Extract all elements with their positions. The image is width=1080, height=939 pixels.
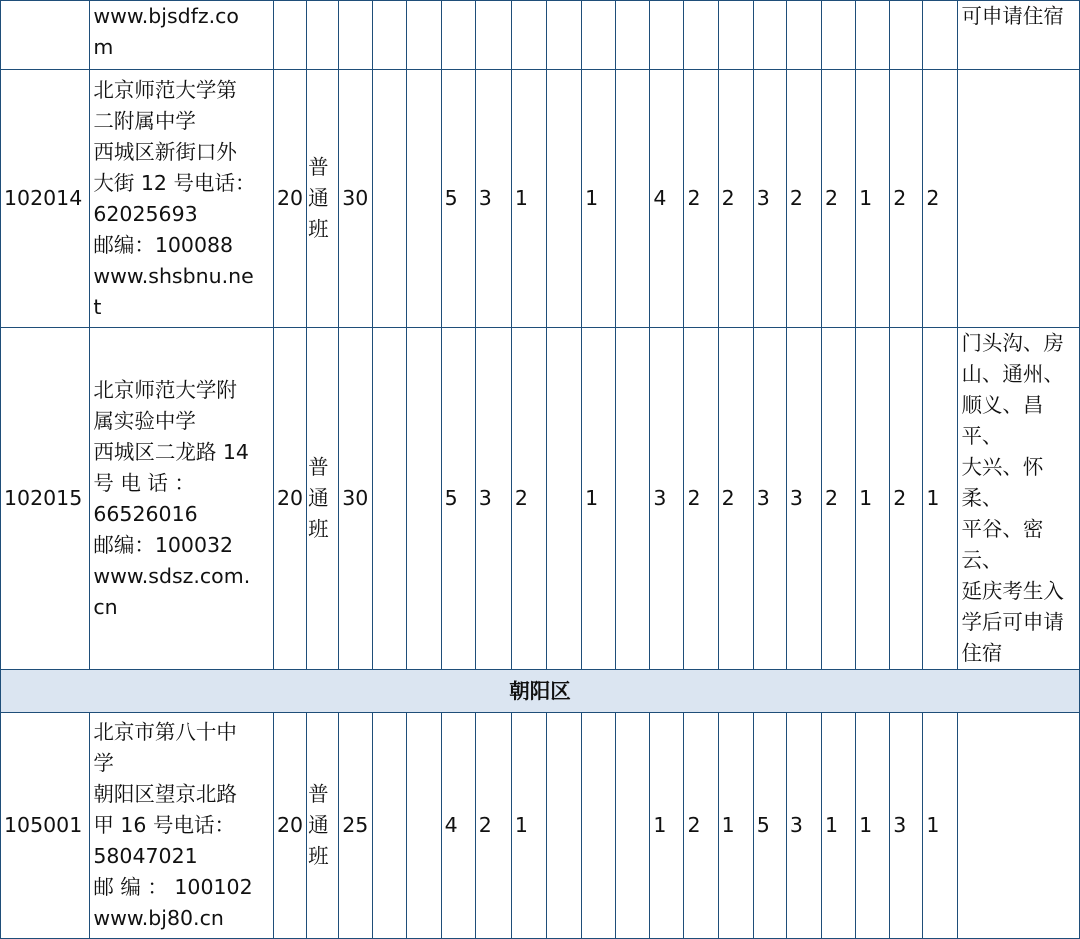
data-cell: 5 <box>753 713 786 939</box>
data-cell: 3 <box>753 70 786 328</box>
data-cell: 1 <box>582 328 616 670</box>
class-type-cell: 普 通 班 <box>307 328 339 670</box>
data-cell: 30 <box>339 328 373 670</box>
data-cell <box>407 713 441 939</box>
school-info-cell: www.bjsdfz.co m <box>90 1 274 70</box>
table-row <box>1 70 1080 328</box>
data-cell <box>373 70 407 328</box>
data-cell: 1 <box>582 70 616 328</box>
data-cell: 2 <box>890 70 923 328</box>
data-cell: 30 <box>339 70 373 328</box>
data-cell: 1 <box>821 713 855 939</box>
class-type-cell: 普 通 班 <box>307 70 339 328</box>
data-cell: 20 <box>274 713 307 939</box>
data-cell: 4 <box>441 713 475 939</box>
note-cell <box>958 70 1080 328</box>
data-cell <box>307 1 339 70</box>
data-cell: 2 <box>684 70 718 328</box>
data-cell <box>582 1 616 70</box>
data-cell: 1 <box>856 713 890 939</box>
school-code-cell: 105001 <box>1 713 90 939</box>
data-cell <box>546 713 581 939</box>
school-code-cell: 102014 <box>1 70 90 328</box>
data-cell: 1 <box>511 70 546 328</box>
data-cell <box>546 328 581 670</box>
data-cell <box>616 70 650 328</box>
data-cell <box>407 328 441 670</box>
school-code-cell <box>1 1 90 70</box>
data-cell <box>373 713 407 939</box>
data-cell <box>821 1 855 70</box>
data-cell: 2 <box>923 70 958 328</box>
data-cell: 3 <box>786 713 821 939</box>
data-cell <box>274 1 307 70</box>
class-type-cell: 普 通 班 <box>307 713 339 939</box>
data-cell: 1 <box>923 713 958 939</box>
school-info-cell: 北京师范大学附 属实验中学 西城区二龙路 14 号 电 话 ： 66526016 邮编：100032 www.sdsz.com. cn <box>90 328 274 670</box>
data-cell <box>546 70 581 328</box>
data-cell <box>616 713 650 939</box>
school-info-cell: 北京师范大学第 二附属中学 西城区新街口外 大街 12 号电话： 62025693 邮编：100088 www.shsbnu.ne t <box>90 70 274 328</box>
note-cell: 门头沟、房 山、通州、 顺义、昌平、 大兴、怀柔、 平谷、密云、 延庆考生入 学后可申请 住宿 <box>958 328 1080 670</box>
data-cell: 2 <box>786 70 821 328</box>
data-cell <box>339 1 373 70</box>
data-cell: 2 <box>890 328 923 670</box>
data-cell: 2 <box>718 328 753 670</box>
data-cell: 20 <box>274 70 307 328</box>
data-cell <box>718 1 753 70</box>
school-code-cell: 102015 <box>1 328 90 670</box>
data-cell: 3 <box>890 713 923 939</box>
data-cell: 5 <box>441 70 475 328</box>
data-cell <box>890 1 923 70</box>
data-cell <box>407 1 441 70</box>
data-cell <box>546 1 581 70</box>
data-cell <box>475 1 511 70</box>
data-cell: 3 <box>786 328 821 670</box>
table-row-partial <box>1 1 1080 70</box>
data-cell <box>786 1 821 70</box>
data-cell: 1 <box>650 713 684 939</box>
data-cell: 1 <box>856 328 890 670</box>
data-cell <box>616 328 650 670</box>
district-header-row <box>1 670 1080 713</box>
data-cell: 2 <box>684 713 718 939</box>
data-cell: 20 <box>274 328 307 670</box>
data-cell <box>511 1 546 70</box>
data-cell: 2 <box>475 713 511 939</box>
note-cell: 可申请住宿 <box>958 1 1080 70</box>
data-cell <box>684 1 718 70</box>
data-cell <box>441 1 475 70</box>
data-cell <box>582 713 616 939</box>
note-cell <box>958 713 1080 939</box>
data-cell: 3 <box>753 328 786 670</box>
data-cell <box>373 328 407 670</box>
data-cell: 1 <box>718 713 753 939</box>
data-cell: 3 <box>650 328 684 670</box>
data-cell <box>650 1 684 70</box>
data-cell <box>373 1 407 70</box>
data-cell <box>923 1 958 70</box>
data-cell <box>856 1 890 70</box>
data-cell <box>616 1 650 70</box>
district-header: 朝阳区 <box>1 670 1080 713</box>
data-cell: 2 <box>821 70 855 328</box>
school-info-cell: 北京市第八十中 学 朝阳区望京北路 甲 16 号电话： 58047021 邮 编 ： 100102 www.bj80.cn <box>90 713 274 939</box>
data-cell: 2 <box>718 70 753 328</box>
table-row <box>1 328 1080 670</box>
data-cell: 1 <box>923 328 958 670</box>
data-cell: 3 <box>475 70 511 328</box>
data-cell: 1 <box>856 70 890 328</box>
data-cell: 1 <box>511 713 546 939</box>
data-cell: 2 <box>684 328 718 670</box>
data-cell: 2 <box>511 328 546 670</box>
data-cell: 5 <box>441 328 475 670</box>
data-cell: 2 <box>821 328 855 670</box>
data-cell <box>753 1 786 70</box>
data-cell: 3 <box>475 328 511 670</box>
table-row <box>1 713 1080 939</box>
data-cell: 4 <box>650 70 684 328</box>
data-cell <box>407 70 441 328</box>
data-cell: 25 <box>339 713 373 939</box>
